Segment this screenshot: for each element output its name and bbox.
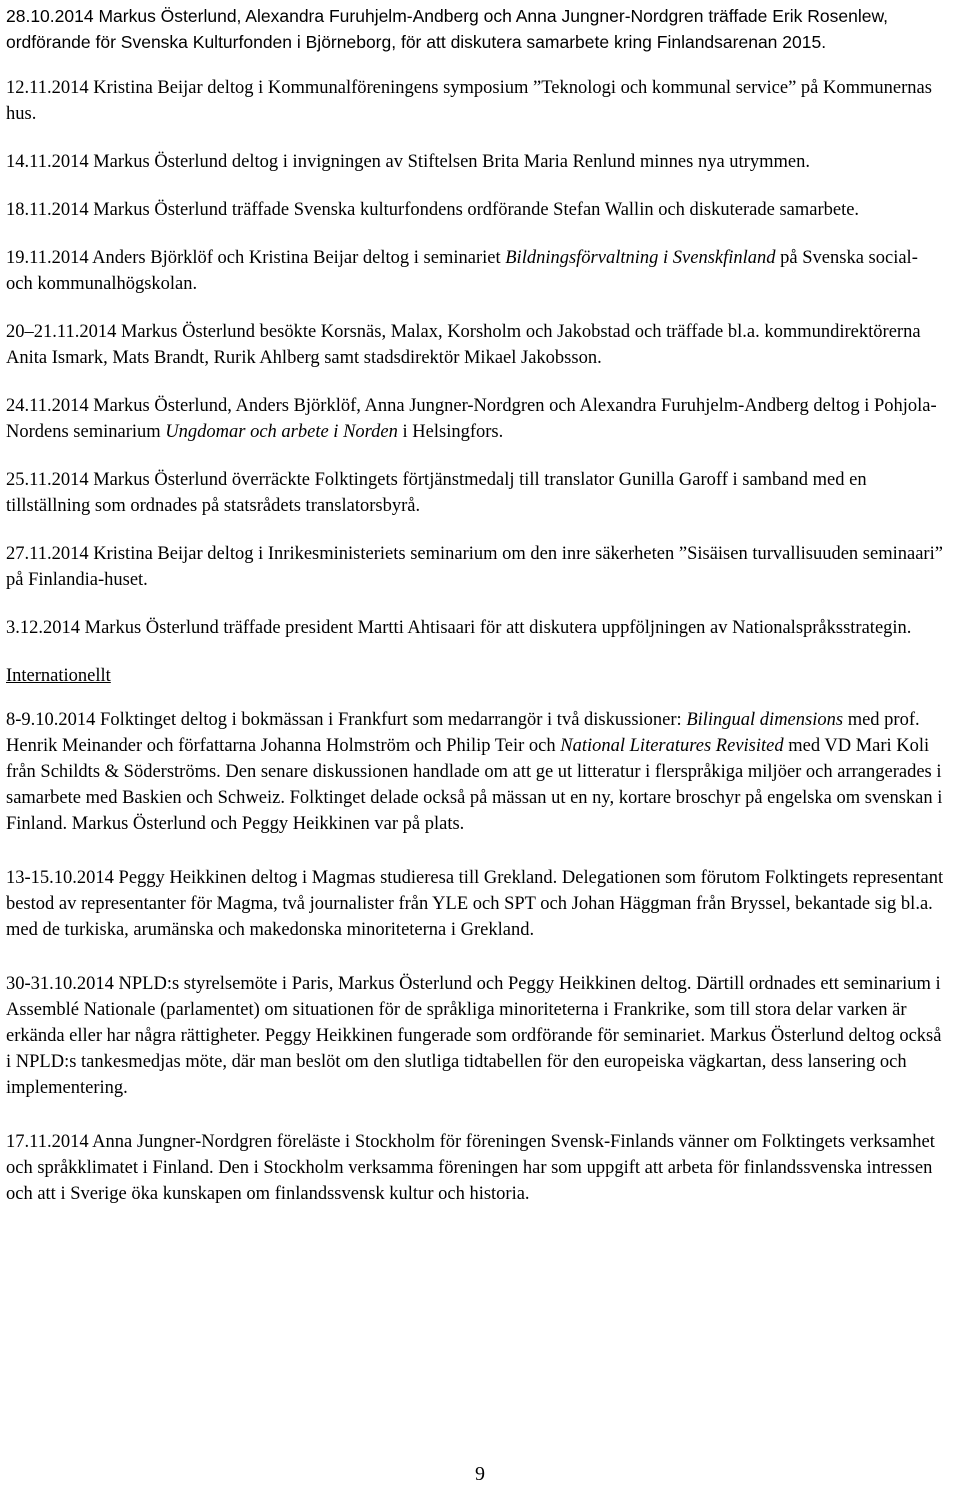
entry-text: 20–21.11.2014 Markus Österlund besökte Korsnäs, Malax, Korsholm och Jakobstad och träffade bl.a. kommundirektörerna Anita Ismark, Mats Brandt, Rurik Ahlberg samt stadsdirektör Mikael Jakobsson.: [6, 322, 921, 368]
entry-text: 3.12.2014 Markus Österlund träffade president Martti Ahtisaari för att diskutera uppföljningen av Nationalspråksstrategin.: [6, 618, 912, 638]
entry-text: 17.11.2014 Anna Jungner-Nordgren föreläste i Stockholm för föreningen Svensk-Finlands vänner om Folktingets verksamhet och språkklimatet i Finland. Den i Stockholm verksamma föreningen har som uppgift att arbeta för finlandssvenska intressen och att i Sverige öka kunskapen om finlandssvensk kultur och historia.: [6, 1132, 935, 1204]
entry-paragraph: [6, 393, 944, 445]
entry-text: 19.11.2014 Anders Björklöf och Kristina Beijar deltog i seminariet: [6, 248, 506, 268]
entry-text: 14.11.2014 Markus Österlund deltog i invigningen av Stiftelsen Brita Maria Renlund minnes nya utrymmen.: [6, 152, 810, 172]
entry-text: 24.11.2014 Markus Österlund, Anders Björklöf, Anna Jungner-Nordgren och Alexandra Furuhjelm-Andberg deltog i Pohjola-Nordens seminarium: [6, 396, 937, 442]
page-number: 9: [475, 1463, 485, 1485]
entry-text: 18.11.2014 Markus Österlund träffade Svenska kulturfondens ordförande Stefan Wallin och diskuterade samarbete.: [6, 200, 860, 220]
entry-text: 25.11.2014 Markus Österlund överräckte Folktingets förtjänstmedalj till translator Gunilla Garoff i samband med en tillställning som ordnades på statsrådets translatorsbyrå.: [6, 470, 867, 516]
entry-title-italic: Ungdomar och arbete i Norden: [165, 422, 398, 442]
entry-text: på Svenska social- och kommunalhögskolan.: [6, 248, 918, 294]
entry-text: med prof. Henrik Meinander och författarna Johanna Holmström och Philip Teir och: [6, 710, 920, 756]
entry-text: 30-31.10.2014 NPLD:s styrelsemöte i Paris, Markus Österlund och Peggy Heikkinen deltog. Därtill ordnades ett seminarium i Assemblé Nationale (parlamentet) om situationen för de språkliga minoriteterna i Frankrike, som till stora delar varken är erkända eller har några rättigheter. Peggy Heikkinen fungerade som ordförande för seminariet. Markus Österlund deltog också i NPLD:s tankesmedjas möte, där man beslöt om den slutliga tidtabellen för den europeiska vägkartan, dess lansering och implementering.: [6, 974, 942, 1098]
international-entries-section: [6, 707, 944, 1207]
entry-paragraph: [6, 865, 944, 943]
entry-paragraph: [6, 971, 944, 1101]
entry-paragraph: [6, 1129, 944, 1207]
entry-paragraph: [6, 467, 944, 519]
entry-text: 8-9.10.2014 Folktinget deltog i bokmässan i Frankfurt som medarrangör i två diskussioner:: [6, 710, 687, 730]
document-page: [6, 3, 944, 1235]
entry-paragraph: [6, 319, 944, 371]
entry-paragraph: [6, 707, 944, 837]
entry-title-italic: National Literatures Revisited: [560, 736, 784, 756]
national-entries-section: [6, 3, 944, 641]
entry-paragraph: [6, 541, 944, 593]
entry-title-italic: Bilingual dimensions: [686, 710, 844, 730]
entry-paragraph: [6, 75, 944, 127]
entry-text: 13-15.10.2014 Peggy Heikkinen deltog i Magmas studieresa till Grekland. Delegationen som förutom Folktingets representant bestod av representanter för Magma, två journalister från YLE och SPT och Johan Häggman från Bryssel, bekantade sig bl.a. med de turkiska, arumänska och makedonska minoriteterna i Grekland.: [6, 868, 944, 940]
entry-paragraph: [6, 197, 944, 223]
entry-paragraph: [6, 149, 944, 175]
entry-text: med VD Mari Koli från Schildts & Söderströms. Den senare diskussionen handlade om att ge ut litteratur i flerspråkiga miljöer och arrangerades i samarbete med Baskien och Schweiz. Folktinget delade också på mässan ut en ny, kortare broschyr på engelska om svenskan i Finland. Markus Österlund och Peggy Heikkinen var på plats.: [6, 736, 943, 834]
entry-text: 28.10.2014 Markus Österlund, Alexandra Furuhjelm-Andberg och Anna Jungner-Nordgren träffade Erik Rosenlew, ordförande för Svenska Kulturfonden i Björneborg, för att diskutera samarbete kring Finlandsarenan 2015.: [6, 6, 888, 52]
entry-paragraph: [6, 245, 944, 297]
entry-paragraph: [6, 615, 944, 641]
entry-title-italic: Bildningsförvaltning i Svenskfinland: [505, 248, 776, 268]
entry-text: 12.11.2014 Kristina Beijar deltog i Kommunalföreningens symposium ”Teknologi och kommunal service” på Kommunernas hus.: [6, 78, 932, 124]
entry-text: i Helsingfors.: [397, 422, 504, 442]
entry-text: 27.11.2014 Kristina Beijar deltog i Inrikesministeriets seminarium om den inre säkerheten ”Sisäisen turvallisuuden seminaari” på Finlandia-huset.: [6, 544, 943, 590]
section-heading-internationellt: Internationellt: [6, 666, 111, 686]
entry-paragraph: [6, 3, 944, 55]
